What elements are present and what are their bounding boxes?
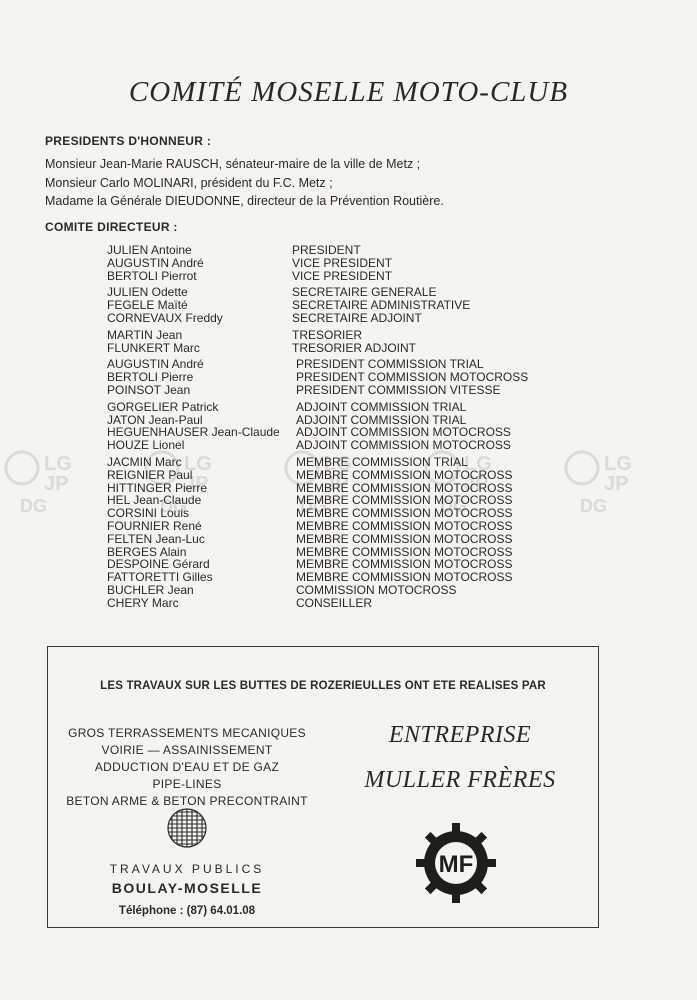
company-line-2: MULLER FRÈRES [364, 767, 556, 793]
member-role: VICE PRESIDENT [292, 268, 393, 283]
member-role: MEMBRE COMMISSION TRIAL [296, 454, 468, 469]
member-name: CORSINI Louis [107, 506, 190, 521]
member-name: JULIEN Antoine [107, 243, 192, 257]
board-row [0, 439, 697, 452]
member-name: FOURNIER René [107, 518, 202, 533]
board-row [0, 342, 697, 355]
service-line: PIPE-LINES [152, 777, 222, 791]
honour-line: Monsieur Carlo MOLINARI, président du F.C. Metz ; [45, 175, 333, 190]
member-name: GORGELIER Patrick [107, 399, 219, 414]
member-name: POINSOT Jean [107, 382, 191, 397]
member-name: BERGES Alain [107, 544, 187, 559]
watermark-text-mid: JP [44, 473, 69, 495]
member-role: ADJOINT COMMISSION TRIAL [296, 399, 467, 414]
member-name: CORNEVAUX Freddy [107, 310, 223, 325]
member-role: SECRETAIRE ADJOINT [292, 310, 422, 325]
member-role: PRESIDENT COMMISSION VITESSE [296, 382, 501, 397]
member-name: JATON Jean-Paul [107, 412, 203, 427]
honour-line: Madame la Générale DIEUDONNE, directeur de la Prévention Routière. [45, 194, 444, 208]
board-row [0, 312, 697, 325]
member-role: MEMBRE COMMISSION MOTOCROSS [296, 506, 513, 521]
honour-heading: PRESIDENTS D'HONNEUR : [45, 134, 212, 148]
advertisement [47, 646, 599, 928]
member-name: JULIEN Odette [107, 285, 188, 300]
member-name: FATTORETTI Gilles [107, 570, 213, 585]
board-heading: COMITE DIRECTEUR : [45, 220, 178, 234]
member-role: MEMBRE COMMISSION MOTOCROSS [296, 493, 513, 508]
member-role: MEMBRE COMMISSION MOTOCROSS [296, 544, 513, 559]
board-row [0, 571, 697, 584]
member-role: COMMISSION MOTOCROSS [296, 582, 457, 597]
member-role: MEMBRE COMMISSION MOTOCROSS [296, 557, 513, 572]
honour-list [45, 155, 444, 211]
watermark-text-bottom: DG [20, 496, 47, 516]
company-name [330, 713, 590, 803]
member-role: PRESIDENT [292, 243, 361, 257]
member-name: AUGUSTIN André [107, 357, 204, 372]
member-role: PRESIDENT COMMISSION MOTOCROSS [296, 370, 529, 385]
member-role: PRESIDENT COMMISSION TRIAL [296, 357, 484, 372]
member-role: MEMBRE COMMISSION MOTOCROSS [296, 518, 513, 533]
member-role: SECRETAIRE GENERALE [292, 285, 437, 300]
board-row [0, 597, 697, 610]
service-line: ADDUCTION D'EAU ET DE GAZ [94, 760, 280, 774]
globe-icon [166, 807, 208, 849]
board-list [0, 244, 697, 610]
member-name: AUGUSTIN André [107, 255, 204, 270]
member-name: REIGNIER Paul [107, 467, 193, 482]
member-role: MEMBRE COMMISSION MOTOCROSS [296, 467, 513, 482]
service-line: GROS TERRASSEMENTS MECANIQUES [68, 726, 306, 740]
services-list [62, 725, 312, 810]
member-role: MEMBRE COMMISSION MOTOCROSS [296, 480, 513, 495]
member-name: FEGELE Maïté [107, 298, 188, 313]
member-role: ADJOINT COMMISSION MOTOCROSS [296, 438, 511, 453]
member-role: MEMBRE COMMISSION MOTOCROSS [296, 570, 513, 585]
board-row [0, 533, 697, 546]
board-row [0, 401, 697, 414]
phone: Téléphone : (87) 64.01.08 [118, 905, 256, 917]
member-role: CONSEILLER [296, 595, 373, 610]
member-name: DESPOINE Gérard [107, 557, 210, 572]
board-row [0, 257, 697, 270]
page-title: COMITÉ MOSELLE MOTO-CLUB [128, 76, 569, 108]
logo-letters: MF [438, 851, 474, 878]
service-line: BETON ARME & BETON PRECONTRAINT [66, 794, 308, 808]
service-line: VOIRIE — ASSAINISSEMENT [101, 743, 273, 757]
member-name: BERTOLI Pierre [107, 370, 194, 385]
town: BOULAY-MOSELLE [111, 880, 263, 896]
board-row [0, 384, 697, 397]
travaux-publics: TRAVAUX PUBLICS [109, 862, 265, 876]
member-name: BUCHLER Jean [107, 582, 194, 597]
member-name: HEGUENHAUSER Jean-Claude [107, 425, 280, 440]
member-name: CHERY Marc [107, 595, 179, 610]
member-name: HITTINGER Pierre [107, 480, 208, 495]
honour-line: Monsieur Jean-Marie RAUSCH, sénateur-maire de la ville de Metz ; [45, 157, 421, 171]
muller-freres-logo [415, 822, 497, 904]
ad-heading: LES TRAVAUX SUR LES BUTTES DE ROZERIEULLES ONT ETE REALISES PAR [100, 680, 546, 692]
member-name: MARTIN Jean [107, 327, 183, 342]
board-row [0, 329, 697, 342]
company-line-1: ENTREPRISE [388, 722, 532, 748]
member-role: ADJOINT COMMISSION MOTOCROSS [296, 425, 511, 440]
member-role: TRESORIER [292, 327, 363, 342]
member-name: BERTOLI Pierrot [107, 268, 197, 283]
board-row [0, 456, 697, 469]
board-row [0, 584, 697, 597]
member-name: FLUNKERT Marc [107, 340, 200, 355]
board-row [0, 244, 697, 257]
member-role: TRESORIER ADJOINT [292, 340, 417, 355]
member-name: FELTEN Jean-Luc [107, 531, 205, 546]
member-role: MEMBRE COMMISSION MOTOCROSS [296, 531, 513, 546]
watermark-text-top: LG [44, 453, 72, 475]
member-role: VICE PRESIDENT [292, 255, 393, 270]
member-role: SECRETAIRE ADMINISTRATIVE [292, 298, 471, 313]
member-role: ADJOINT COMMISSION TRIAL [296, 412, 467, 427]
board-row [0, 469, 697, 482]
board-row [0, 270, 697, 283]
board-row [0, 520, 697, 533]
member-name: HEL Jean-Claude [107, 493, 202, 508]
member-name: JACMIN Marc [107, 454, 182, 469]
member-name: HOUZE Lionel [107, 438, 185, 453]
